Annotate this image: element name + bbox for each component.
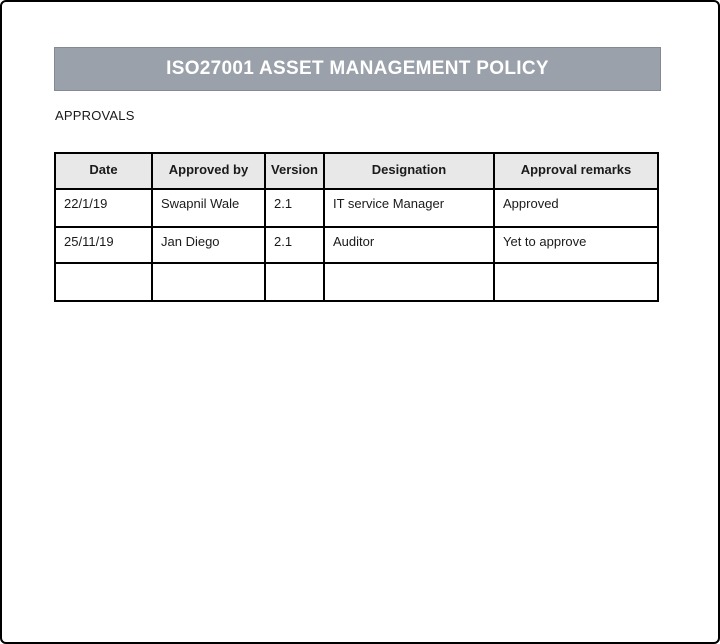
cell-version bbox=[265, 263, 324, 301]
table-row bbox=[55, 189, 658, 227]
column-header-version: Version bbox=[265, 153, 324, 189]
cell-approval-remarks: Yet to approve bbox=[494, 227, 658, 263]
cell-version: 2.1 bbox=[265, 227, 324, 263]
cell-version: 2.1 bbox=[265, 189, 324, 227]
cell-designation: IT service Manager bbox=[324, 189, 494, 227]
title-banner bbox=[54, 47, 661, 91]
page-title: ISO27001 ASSET MANAGEMENT POLICY bbox=[166, 58, 549, 79]
cell-approved-by bbox=[152, 263, 265, 301]
table-row-empty bbox=[55, 263, 658, 301]
cell-date: 25/11/19 bbox=[55, 227, 152, 263]
cell-date bbox=[55, 263, 152, 301]
approvals-section-label: APPROVALS bbox=[55, 108, 135, 123]
approvals-table bbox=[54, 152, 659, 302]
column-header-approval-remarks: Approval remarks bbox=[494, 153, 658, 189]
column-header-designation: Designation bbox=[324, 153, 494, 189]
cell-approval-remarks bbox=[494, 263, 658, 301]
cell-approval-remarks: Approved bbox=[494, 189, 658, 227]
cell-date: 22/1/19 bbox=[55, 189, 152, 227]
cell-approved-by: Jan Diego bbox=[152, 227, 265, 263]
column-header-date: Date bbox=[55, 153, 152, 189]
table-header-row bbox=[55, 153, 658, 189]
cell-designation: Auditor bbox=[324, 227, 494, 263]
cell-designation bbox=[324, 263, 494, 301]
column-header-approved-by: Approved by bbox=[152, 153, 265, 189]
cell-approved-by: Swapnil Wale bbox=[152, 189, 265, 227]
table-row bbox=[55, 227, 658, 263]
